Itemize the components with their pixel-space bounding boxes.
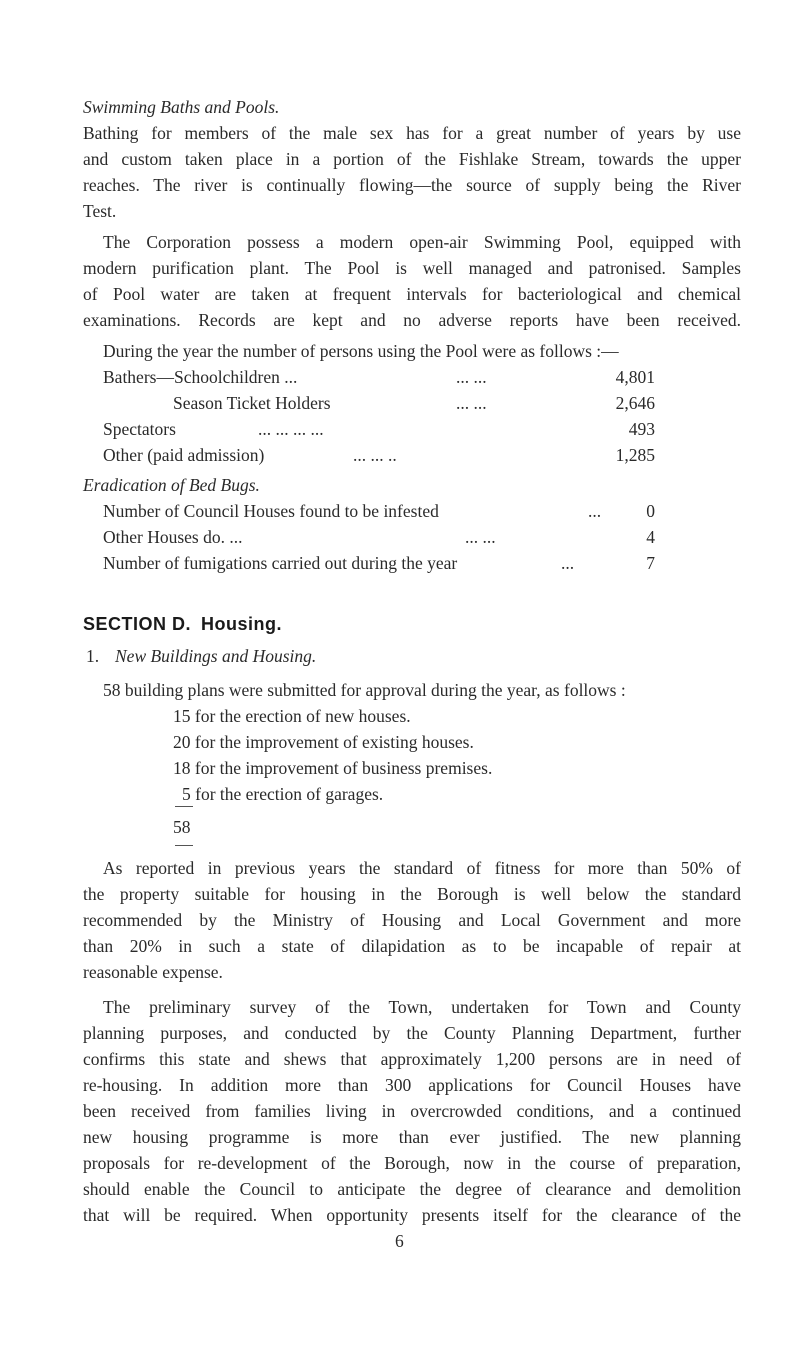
plans-list-item-2: 20 for the improvement of existing houses. — [173, 732, 474, 752]
pool-row-spectators-label: Spectators — [103, 419, 176, 439]
housing-para-1-line-5: reasonable expense. — [83, 962, 223, 982]
pool-row-bathers-value: 4,801 — [615, 367, 655, 387]
bugs-row-other-label: Other Houses do. ... — [103, 527, 243, 547]
section-heading-label: SECTION D. — [83, 614, 192, 634]
bugs-row-council-label: Number of Council Houses found to be infested — [103, 501, 439, 521]
housing-para-2-line-1: The preliminary survey of the Town, undertaken for Town and County — [103, 997, 741, 1017]
bugs-row-fumigations-label: Number of fumigations carried out during the year — [103, 553, 458, 573]
pool-row-bathers-label: Bathers—Schoolchildren ... — [103, 367, 298, 387]
pool-row-season-label: Season Ticket Holders — [173, 393, 331, 413]
section-heading-subject: Housing. — [201, 614, 283, 634]
housing-para-2-line-9: that will be required. When opportunity presents itself for the clearance of the — [83, 1205, 741, 1225]
pool-row-spectators-value: 493 — [628, 419, 655, 439]
pool-row-spectators-dots: ... ... ... ... — [258, 419, 324, 439]
housing-para-2-line-6: new housing programme is more than ever justified. The new planning — [83, 1127, 741, 1147]
pool-row-bathers-dots: ... ... — [456, 367, 487, 387]
housing-para-1-line-2: the property suitable for housing in the Borough is well below the standard — [83, 884, 741, 904]
swim-para-2-line-3: of Pool water are taken at frequent intervals for bacteriological and chemical — [83, 284, 741, 304]
swim-para-1-line-2: and custom taken place in a portion of the Fishlake Stream, towards the upper — [83, 149, 741, 169]
pool-row-other-dots: ... ... .. — [353, 445, 397, 465]
bugs-row-fumigations-value: 7 — [646, 553, 655, 573]
page-number: 6 — [395, 1231, 404, 1251]
bugs-row-council-value: 0 — [646, 501, 655, 521]
plans-list-item-3: 18 for the improvement of business premises. — [173, 758, 493, 778]
housing-para-2-line-2: planning purposes, and conducted by the County Planning Department, further — [83, 1023, 741, 1043]
bugs-row-fumigations-dots: ... — [561, 553, 575, 573]
item-title: New Buildings and Housing. — [115, 646, 317, 666]
housing-para-2-line-3: confirms this state and shews that approximately 1,200 persons are in need of — [83, 1049, 741, 1069]
pool-row-other-value: 1,285 — [615, 445, 655, 465]
swim-para-1-line-4: Test. — [83, 201, 117, 221]
swim-para-1-line-1: Bathing for members of the male sex has for a great number of years by use — [83, 123, 741, 143]
housing-para-2-line-5: been received from families living in overcrowded conditions, and a continued — [83, 1101, 741, 1121]
section-heading — [83, 614, 282, 635]
housing-para-1-line-1: As reported in previous years the standard of fitness for more than 50% of — [103, 858, 741, 878]
swim-title: Swimming Baths and Pools. — [83, 97, 280, 117]
item-number: 1. — [86, 646, 100, 666]
pool-row-other-label: Other (paid admission) — [103, 445, 265, 465]
housing-para-2-line-7: proposals for re-development of the Borough, now in the course of preparation, — [83, 1153, 741, 1173]
pool-row-season-dots: ... ... — [456, 393, 487, 413]
plans-list-item-1: 15 for the erection of new houses. — [173, 706, 411, 726]
bugs-row-other-value: 4 — [646, 527, 655, 547]
swim-para-2-line-1: The Corporation possess a modern open-air Swimming Pool, equipped with — [103, 232, 741, 252]
swim-para-3: During the year the number of persons using the Pool were as follows :— — [103, 341, 619, 361]
pool-row-season-value: 2,646 — [615, 393, 655, 413]
plans-total: 58 — [173, 817, 191, 837]
building-plans-intro: 58 building plans were submitted for approval during the year, as follows : — [103, 680, 626, 700]
total-rule-bottom — [175, 845, 193, 846]
swim-para-1-line-3: reaches. The river is continually flowing—the source of supply being the River — [83, 175, 741, 195]
swim-para-2-line-4: examinations. Records are kept and no adverse reports have been received. — [83, 310, 741, 330]
bugs-row-council-dots: ... — [588, 501, 602, 521]
bugs-title: Eradication of Bed Bugs. — [83, 475, 260, 495]
housing-para-1-line-3: recommended by the Ministry of Housing and Local Government and more — [83, 910, 741, 930]
bugs-row-other-dots: ... ... — [465, 527, 496, 547]
housing-para-2-line-4: re-housing. In addition more than 300 applications for Council Houses have — [83, 1075, 741, 1095]
housing-para-2-line-8: should enable the Council to anticipate the degree of clearance and demolition — [83, 1179, 741, 1199]
swim-para-2-line-2: modern purification plant. The Pool is well managed and patronised. Samples — [83, 258, 741, 278]
housing-para-1-line-4: than 20% in such a state of dilapidation as to be incapable of repair at — [83, 936, 741, 956]
total-rule-top — [175, 806, 193, 807]
plans-list-item-4: 5 for the erection of garages. — [182, 784, 384, 804]
